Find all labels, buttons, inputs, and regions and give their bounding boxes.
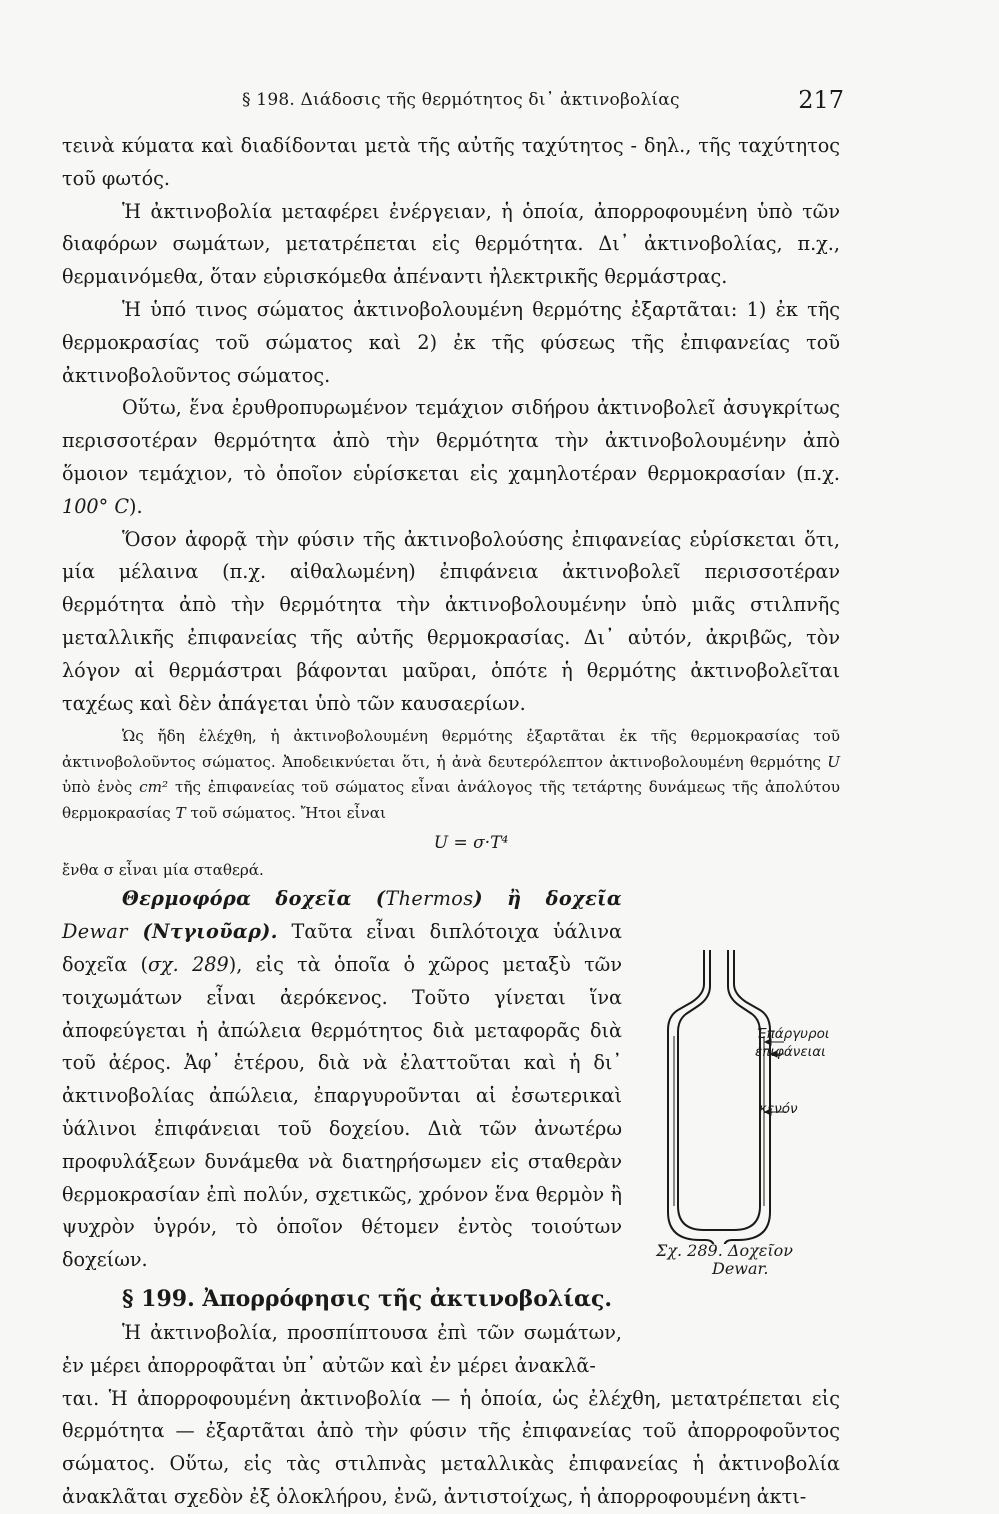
caption-word: Δοχεῖον — [727, 1241, 794, 1260]
small-print-text-d: τοῦ σώματος. Ἤτοι εἶναι — [190, 803, 386, 822]
thermos-heading-b: ) ἢ δοχεῖα — [473, 887, 622, 911]
small-print-block — [62, 724, 840, 883]
page-number: 217 — [798, 86, 844, 114]
thermos-section — [62, 883, 622, 1382]
caption-number: Σχ. 289. — [656, 1241, 723, 1260]
paragraph-4 — [62, 392, 840, 523]
unit-cm2: cm² — [139, 778, 169, 797]
thermos-heading-a: Θερμοφόρα δοχεῖα ( — [122, 887, 386, 911]
paragraph-4-end: ). — [129, 494, 143, 518]
book-page — [62, 0, 852, 1508]
thermos-text-b: ), εἰς τὰ ὁποῖα ὁ χῶρος μεταξὺ τῶν τοιχωμάτων εἶναι ἀερόκενος. Τοῦτο γίνεται ἵνα ἀποφεύγεται ἡ ἀπώλεια θερμότητος διὰ μεταφορᾶς διὰ τοῦ ἀέρος. Ἀφ᾽ ἑτέρου, διὰ νὰ ἐλαττοῦται καὶ ἡ δι᾽ ἀκτινοβολίας ἀπώλεια, ἐπαργυροῦνται αἱ ἐσωτερικαὶ ὑάλινοι ἐπιφάνειαι τοῦ δοχείου. Διὰ τῶν ἀνωτέρω προφυλάξεων δυνάμεθα νὰ διατηρήσωμεν εἰς σταθερὰν θερμοκρασίαν ἐπὶ πολύν, σχετικῶς, χρόνον ἕνα θερμὸν ἢ ψυχρὸν ὑγρόν, τὸ ὁποῖον θέτομεν ἐντὸς τοιούτων δοχείων. — [62, 952, 622, 1272]
thermos-paragraph — [62, 883, 622, 1277]
paragraph-2: Ἡ ἀκτινοβολία μεταφέρει ἐνέργειαν, ἡ ὁποία, ἀπορροφουμένη ὑπὸ τῶν διαφόρων σωμάτων, μετατρέπεται εἰς θερμότητα. Δι᾽ ἀκτινοβολίας, π.χ., θερμαινόμεθα, ὅταν εὑρισκόμεθα ἀπέναντι ἠλεκτρικῆς θερμάστρας. — [62, 199, 840, 289]
thermos-text-a: Ταῦτα εἶναι διπλότοιχα ὑάλινα δοχεῖα ( — [62, 920, 622, 976]
thermos-heading-dewar: Dewar — [62, 920, 128, 944]
formula-note: ἔνθα σ εἶναι μία σταθερά. — [62, 860, 264, 879]
paragraph-5: Ὅσον ἀφορᾷ τὴν φύσιν τῆς ἀκτινοβολούσης ἐπιφανείας εὑρίσκεται ὅτι, μία μέλαινα (π.χ. αἰθαλωμένη) ἐπιφάνεια ἀκτινοβολεῖ περισσοτέραν θερμότητα ἀπὸ τὴν θερμότητα τὴν ἀκτινοβολουμένην ὑπὸ μιᾶς στιλπνῆς μεταλλικῆς ἐπιφανείας τῆς αὐτῆς θερμοκρασίας. Δι᾽ αὐτόν, ἀκριβῶς, τὸν λόγον αἱ θερμάστραι βάφονται μαῦραι, ὁπότε ἡ θερμότης ἀκτινοβολεῖται ταχέως καὶ δὲν ἀπάγεται ὑπὸ τῶν καυσαερίων. — [62, 527, 840, 715]
thermos-heading-thermos: Thermos — [385, 887, 474, 911]
inner-wall — [678, 950, 760, 1230]
label-silvered-2: ἐπιφάνειαι — [755, 1044, 826, 1060]
thermos-heading-c: (Ντγιοῦαρ). — [142, 920, 278, 944]
symbol-t: T — [175, 803, 186, 822]
small-print-text-a: Ὡς ἤδη ἐλέχθη, ἡ ἀκτινοβολουμένη θερμότης ἐξαρτᾶται ἐκ τῆς θερμοκρασίας τοῦ ἀκτινοβολοῦντος σώματος. Ἀποδεικνύεται ὅτι, ἡ ἀνὰ δευτερόλεπτον ἀκτινοβολουμένη θερμότης — [62, 727, 840, 771]
outer-wall — [668, 950, 770, 1244]
silvered-surface — [674, 1036, 764, 1206]
temperature-value: 100° C — [62, 494, 129, 518]
figure-reference: σχ. 289 — [147, 952, 229, 976]
running-head: § 198. Διάδοσις τῆς θερμότητος δι᾽ ἀκτινοβολίας — [242, 90, 680, 110]
symbol-u: U — [827, 752, 840, 771]
paragraph-3: Ἡ ὑπό τινος σώματος ἀκτινοβολουμένη θερμότης ἐξαρτᾶται: 1) ἐκ τῆς θερμοκρασίας τοῦ σώματος καὶ 2) ἐκ τῆς φύσεως τῆς ἐπιφανείας τοῦ ἀκτινοβολοῦντος σώματος. — [62, 297, 840, 387]
section-199-title: § 199. Ἀπορρόφησις τῆς ἀκτινοβολίας. — [122, 1285, 613, 1312]
caption-name: Dewar. — [712, 1259, 769, 1278]
small-print-text-b: ὑπὸ ἑνὸς — [62, 778, 133, 797]
dewar-flask-drawing — [634, 944, 854, 1244]
dewar-figure — [634, 944, 854, 1278]
label-silvered-1: Ἐπάργυροι — [757, 1026, 830, 1042]
section-199-text-full: ται. Ἡ ἀπορροφουμένη ἀκτινοβολία — ἡ ὁποία, ὡς ἐλέχθη, μετατρέπεται εἰς θερμότητα — ἐξαρτᾶται ἀπὸ τὴν φύσιν τῆς ἐπιφανείας τοῦ ἀπορροφοῦντος σώματος. Οὕτω, εἰς τὰς στιλπνὰς μεταλλικὰς ἐπιφανείας ἡ ἀκτινοβολία ἀνακλᾶται σχεδὸν ἐξ ὁλοκλήρου, ἐνῶ, ἀντιστοίχως, ἡ ἀπορροφουμένη ἀκτι- — [62, 1386, 840, 1508]
figure-caption — [634, 1242, 854, 1278]
body-text — [62, 130, 840, 1514]
label-vacuum: κενόν — [759, 1101, 798, 1117]
stefan-boltzmann-formula: U = σ·T⁴ — [433, 832, 509, 853]
paragraph-4-text: Οὕτω, ἕνα ἐρυθροπυρωμένον τεμάχιον σιδήρου ἀκτινοβολεῖ ἀσυγκρίτως περισσοτέραν θερμότητα ἀπὸ τὴν θερμότητα τὴν ἀκτινοβολουμένην ἀπὸ ὅμοιον τεμάχιον, τὸ ὁποῖον εὑρίσκεται εἰς χαμηλοτέραν θερμοκρασίαν (π.χ. — [62, 396, 840, 485]
paragraph-1: τεινὰ κύματα καὶ διαδίδονται μετὰ τῆς αὐτῆς ταχύτητος - δηλ., τῆς ταχύτητος τοῦ φωτός. — [62, 134, 840, 190]
page-header — [62, 86, 852, 120]
section-199-text-float: Ἡ ἀκτινοβολία, προσπίπτουσα ἐπὶ τῶν σωμάτων, ἐν μέρει ἀπορροφᾶται ὑπ᾽ αὐτῶν καὶ ἐν μέρει ἀνακλᾶ- — [62, 1320, 622, 1377]
small-print-paragraph — [62, 724, 840, 826]
small-print-text-c: τῆς ἐπιφανείας τοῦ σώματος εἶναι ἀνάλογος τῆς τετάρτης δυνάμεως τῆς ἀπολύτου θερμοκρασίας — [62, 778, 841, 822]
